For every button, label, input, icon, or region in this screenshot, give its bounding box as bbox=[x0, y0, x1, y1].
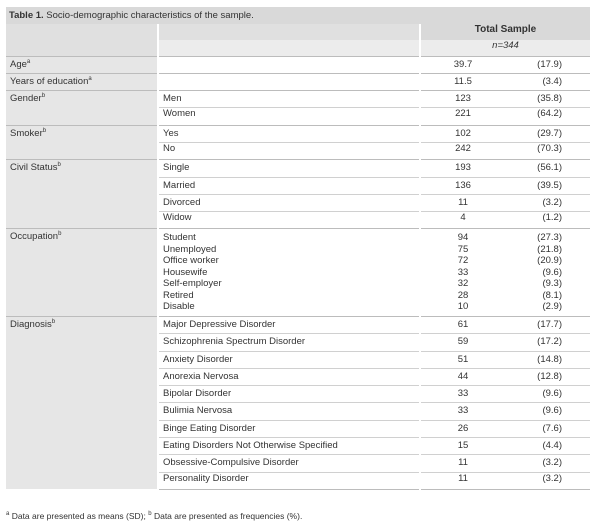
pct-cell: (1.2) bbox=[542, 212, 562, 224]
table-row bbox=[6, 160, 590, 177]
pct-cell: (3.2) bbox=[505, 472, 590, 489]
category-cell: Women bbox=[158, 108, 420, 125]
occupation-value: 94 bbox=[457, 232, 469, 244]
sample-table bbox=[6, 24, 590, 490]
value-cell: 15 bbox=[420, 438, 505, 455]
pct-cell: (4.4) bbox=[505, 438, 590, 455]
category-cell: Bulimia Nervosa bbox=[158, 403, 420, 420]
footnote-marker: b bbox=[41, 92, 46, 99]
value-cell: 11 bbox=[420, 455, 505, 472]
value-cell: 59 bbox=[420, 334, 505, 351]
category-cell: Married bbox=[158, 177, 420, 194]
row-label-text: Occupation bbox=[10, 231, 59, 243]
row-label-text: Age bbox=[10, 58, 27, 70]
value-cell: 33 bbox=[420, 403, 505, 420]
category-cell: Men bbox=[158, 91, 420, 108]
table-title-text: Socio-demographic characteristics of the sample. bbox=[43, 10, 254, 21]
row-label-civil bbox=[6, 160, 158, 229]
footnote-marker: b bbox=[51, 318, 56, 325]
table-row-age bbox=[6, 56, 590, 73]
pct-cell: (3.2) bbox=[505, 455, 590, 472]
value-cell: 33 bbox=[420, 386, 505, 403]
row-label-occupation bbox=[6, 229, 158, 317]
occupation-item: Student bbox=[163, 232, 196, 244]
footnote-marker: b bbox=[57, 162, 61, 169]
row-label-education bbox=[6, 73, 158, 90]
category-cell: Obsessive-Compulsive Disorder bbox=[158, 455, 420, 472]
table-row-occupation bbox=[6, 229, 590, 317]
occupation-value: 72 bbox=[457, 255, 469, 267]
category-cell: Personality Disorder bbox=[158, 472, 420, 489]
occupation-item: Unemployed bbox=[163, 243, 217, 255]
occupation-value: 75 bbox=[457, 243, 469, 255]
occupation-pcts bbox=[505, 229, 590, 317]
occupation-pct: (20.9) bbox=[537, 255, 562, 267]
occupation-value: 32 bbox=[457, 278, 469, 290]
value-cell: 26 bbox=[420, 420, 505, 437]
category-cell: Major Depressive Disorder bbox=[158, 316, 420, 333]
occupation-value: 10 bbox=[457, 301, 469, 313]
value-cell: 136 bbox=[420, 177, 505, 194]
category-cell: No bbox=[158, 142, 420, 159]
pct-cell: (17.9) bbox=[505, 56, 590, 73]
header-row bbox=[6, 24, 590, 40]
row-label-diagnosis bbox=[6, 316, 158, 489]
row-label-text: Civil Status bbox=[10, 162, 58, 174]
value-cell: 193 bbox=[420, 160, 505, 177]
category-cell: Eating Disorders Not Otherwise Specified bbox=[158, 438, 420, 455]
occupation-item: Retired bbox=[163, 289, 194, 301]
pct-cell: (3.4) bbox=[505, 73, 590, 90]
pct-cell: (56.1) bbox=[505, 160, 590, 177]
occupation-names bbox=[158, 229, 420, 317]
row-label-text: Smoker bbox=[10, 127, 43, 139]
pct-cell: (64.2) bbox=[537, 108, 562, 120]
footnote: $^a$ Data are presented as means (SD); $^b$ Data are presented as frequencies (%). bbox=[6, 511, 303, 521]
occupation-value: 33 bbox=[457, 266, 469, 278]
value-cell: 102 bbox=[420, 125, 505, 142]
category-cell: Schizophrenia Spectrum Disorder bbox=[158, 334, 420, 351]
pct-cell: (9.6) bbox=[505, 403, 590, 420]
value-cell: 44 bbox=[420, 368, 505, 385]
footnote-marker: b bbox=[58, 231, 62, 238]
occupation-pct: (9.6) bbox=[542, 266, 562, 278]
value-cell: 11.5 bbox=[420, 73, 505, 90]
pct-cell: (35.8) bbox=[505, 91, 590, 108]
n-row bbox=[6, 40, 590, 56]
footnote-marker: a bbox=[26, 58, 31, 65]
row-label-text: Gender bbox=[10, 93, 42, 105]
pct-cell: (9.6) bbox=[505, 386, 590, 403]
occupation-item: Self-employer bbox=[163, 278, 222, 290]
occupation-pct: (9.3) bbox=[542, 278, 562, 290]
total-sample-header: Total Sample bbox=[420, 24, 590, 40]
occupation-pct: (2.9) bbox=[542, 301, 562, 313]
category-cell: Widow bbox=[158, 212, 420, 229]
category-cell: Yes bbox=[158, 125, 420, 142]
row-label-text: Diagnosis bbox=[10, 318, 52, 330]
occupation-pct: (8.1) bbox=[542, 289, 562, 301]
category-cell: Binge Eating Disorder bbox=[158, 420, 420, 437]
category-cell: Anxiety Disorder bbox=[158, 351, 420, 368]
category-cell: Bipolar Disorder bbox=[158, 386, 420, 403]
value-cell: 4 bbox=[460, 212, 466, 224]
category-cell: Single bbox=[158, 160, 420, 177]
pct-cell: (3.2) bbox=[505, 194, 590, 211]
table-row bbox=[6, 91, 590, 108]
value-cell: 61 bbox=[420, 316, 505, 333]
occupation-values bbox=[420, 229, 505, 317]
value-cell: 11 bbox=[420, 472, 505, 489]
value-cell: 123 bbox=[420, 91, 505, 108]
value-cell: 11 bbox=[420, 194, 505, 211]
sample-size: n=344 bbox=[420, 40, 590, 56]
pct-cell: (29.7) bbox=[505, 125, 590, 142]
value-cell: 242 bbox=[455, 142, 471, 154]
pct-cell: (7.6) bbox=[505, 420, 590, 437]
occupation-item: Office worker bbox=[163, 255, 219, 267]
row-label-age bbox=[6, 56, 158, 73]
pct-cell: (17.2) bbox=[505, 334, 590, 351]
category-cell: Divorced bbox=[158, 194, 420, 211]
table-row-education bbox=[6, 73, 590, 90]
pct-cell: (14.8) bbox=[505, 351, 590, 368]
category-cell: Anorexia Nervosa bbox=[158, 368, 420, 385]
occupation-item: Housewife bbox=[163, 266, 208, 278]
table-title bbox=[6, 7, 590, 24]
pct-cell: (12.8) bbox=[505, 368, 590, 385]
row-label-smoker bbox=[6, 125, 158, 160]
value-cell: 221 bbox=[455, 108, 471, 120]
occupation-item: Disable bbox=[163, 301, 195, 313]
table-row bbox=[6, 125, 590, 142]
occupation-pct: (27.3) bbox=[537, 232, 562, 244]
table-title-number: Table 1. bbox=[9, 10, 44, 21]
occupation-value: 28 bbox=[457, 289, 469, 301]
value-cell: 39.7 bbox=[420, 56, 505, 73]
pct-cell: (70.3) bbox=[537, 142, 562, 154]
row-label-gender bbox=[6, 91, 158, 126]
pct-cell: (17.7) bbox=[505, 316, 590, 333]
row-label-text: Years of education bbox=[10, 75, 89, 87]
occupation-pct: (21.8) bbox=[537, 243, 562, 255]
footnote-marker: a bbox=[88, 75, 92, 82]
pct-cell: (39.5) bbox=[505, 177, 590, 194]
value-cell: 51 bbox=[420, 351, 505, 368]
footnote-marker: b bbox=[42, 127, 47, 134]
table-row bbox=[6, 316, 590, 333]
